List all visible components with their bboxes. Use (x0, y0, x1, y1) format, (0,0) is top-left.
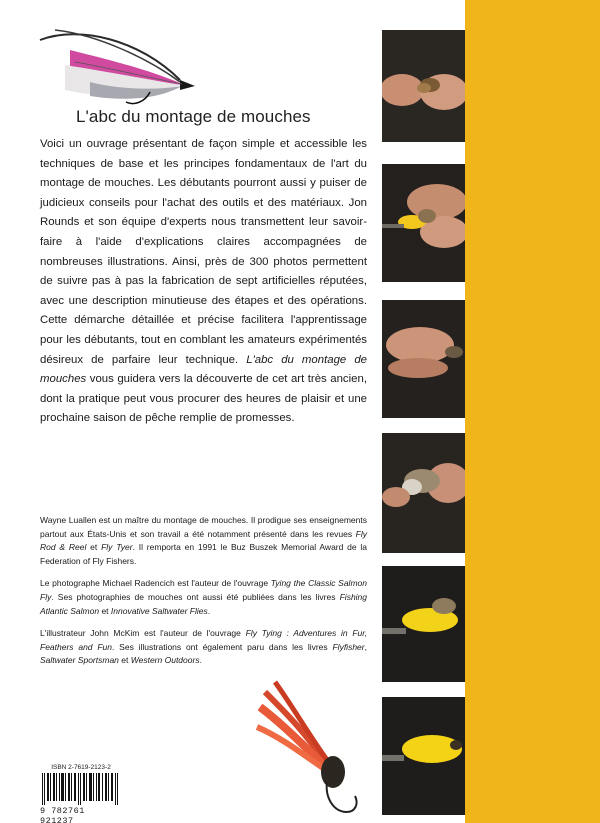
description-italic-title: L'abc du montage de mouches (40, 353, 367, 386)
bio-wayne (40, 514, 367, 568)
bio-book: Flyfisher (332, 641, 365, 652)
bio-book: Saltwater Sportsman (40, 655, 119, 666)
tying-photo-4 (382, 433, 465, 553)
bio-text: L'illustrateur John McKim est l'auteur de l'ouvrage (40, 628, 241, 639)
bio-text: . Ses illustrations ont également paru dans les livres (112, 641, 328, 652)
streamer-fly-illustration (30, 20, 195, 110)
bio-john (40, 627, 367, 668)
barcode-digits: 9 782761 921237 (40, 806, 85, 823)
bio-text: . Il remporta en 1991 le Buz Buszek Memorial Award de la Federation of Fly Fishers. (40, 542, 368, 566)
tying-photo-6 (382, 697, 465, 815)
bio-book: Innovative Saltwater Flies (110, 605, 208, 616)
bio-text: . (199, 655, 202, 666)
tying-photo-1 (382, 30, 465, 142)
bio-text: . Ses photographies de mouches ont aussi été publiées dans les livres (51, 591, 336, 602)
tying-photo-3 (382, 300, 465, 418)
description-paragraph (40, 135, 367, 429)
bio-text: Le photographe Michael Radencich est l'auteur de l'ouvrage (40, 578, 269, 589)
tying-photo-5 (382, 566, 465, 682)
yellow-band (465, 0, 600, 823)
tying-photo-2 (382, 164, 465, 282)
bio-book: Fly Tying : Adventures in Fur, Feathers and Fun (40, 628, 367, 652)
bio-magazine: Fly Rod & Reel (40, 528, 367, 553)
bio-text: Wayne Luallen est un maître du montage de mouches. Il prodigue ses enseignements partout aux États-Unis et son travail a été notamment présenté dans les revues (40, 515, 367, 539)
author-bios (40, 514, 367, 677)
book-title: L'abc du montage de mouches (76, 107, 311, 126)
bio-text: et (90, 542, 98, 553)
bio-book: Western Outdoors (130, 655, 200, 666)
isbn-block (40, 764, 122, 823)
description-text-end: vous guidera vers la découverte de cet art très ancien, dont la pratique peut vous procurer des heures de plaisir et une prochaine saison de pêche remplie de promesses. (40, 373, 367, 425)
bio-book: Fishing Atlantic Salmon (40, 591, 368, 616)
description-text: Voici un ouvrage présentant de façon simple et accessible les techniques de base et les principes fondamentaux de l'art du montage de mouches. Les débutants pourront aussi y puiser de judicieux conseils pour l'achat des outils et des matériaux. Jon Rounds et son équipe d'experts nous transmettent leur savoir-faire à l'aide d'explications claires accompagnées de nombreuses illustrations. Ainsi, près de 300 photos permettent de suivre pas à pas la fabrication de sept artificielles réputées, avec une description minutieuse des étapes et des opérations. Cette démarche détaillée et précise facilitera l'apprentissage pour les débutants, tout en comblant les amateurs expérimentés désireux de parfaire leur technique. (40, 138, 367, 366)
bio-book: Tying the Classic Salmon Fly (40, 578, 367, 602)
photo-column (382, 0, 465, 823)
barcode (40, 773, 122, 805)
isbn-label: ISBN 2-7619-2123-2 (51, 764, 111, 771)
red-fly-illustration (255, 672, 365, 822)
bio-michael (40, 577, 367, 618)
bio-text: , (364, 641, 367, 652)
bio-magazine: Fly Tyer (101, 542, 133, 553)
bio-text: et (121, 655, 129, 666)
bio-text: . (207, 605, 211, 616)
bio-text: et (101, 605, 109, 616)
